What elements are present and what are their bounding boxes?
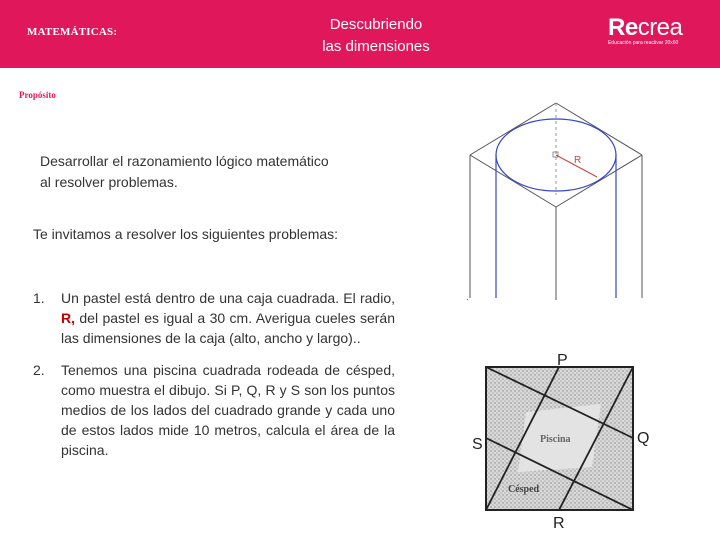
logo-re: Re — [608, 14, 638, 41]
cube-edge — [556, 103, 642, 155]
cube-edge — [556, 155, 642, 207]
point-r: R — [553, 515, 565, 532]
problem-1-text-after: del pastel es igual a 30 cm. Averigua cueles serán las dimensiones de la caja (alto, ancho y largo).. — [61, 310, 395, 346]
logo-crea: crea — [637, 14, 683, 41]
problem-1-number: 1. — [33, 290, 45, 306]
problem-2 — [33, 360, 395, 460]
point-q: Q — [637, 430, 650, 447]
radius-label: R — [574, 155, 582, 166]
purpose-text: Desarrollar el razonamiento lógico matemático al resolver problemas. — [40, 153, 329, 190]
logo-tagline: Educación para reactivar 20x60 — [608, 40, 679, 46]
cake-box-figure — [462, 95, 680, 300]
recrea-logo — [608, 16, 698, 47]
stray-dot: . — [466, 292, 469, 303]
point-s: S — [472, 436, 483, 453]
grass-label: Césped — [508, 484, 540, 495]
invite-text: Te invitamos a resolver los siguientes problemas: — [33, 226, 339, 242]
pool-figure — [478, 362, 656, 522]
cube-edge — [470, 155, 556, 207]
cube-edge — [470, 103, 556, 155]
pool-label: Piscina — [540, 434, 571, 445]
problem-2-text: Tenemos una piscina cuadrada rodeada de césped, como muestra el dibujo. Si P, Q, R y S son los puntos medios de los lados del cuadrado grande y cada uno de estos lados mide 10 metros, calcula el área de la piscina. — [61, 362, 395, 458]
subject-label: MATEMÁTICAS: — [27, 26, 118, 38]
header-bar — [0, 0, 720, 68]
problem-1 — [33, 288, 395, 348]
page-title — [276, 14, 476, 58]
logo-wordmark — [608, 16, 698, 40]
point-p: P — [557, 352, 568, 369]
radius-variable: R, — [61, 310, 75, 326]
problem-1-text-before: Un pastel está dentro de una caja cuadrada. El radio, — [61, 290, 395, 306]
problem-list — [33, 288, 395, 472]
title-line-2: las dimensiones — [322, 38, 430, 55]
purpose-label: Propósito — [19, 90, 56, 100]
problem-2-number: 2. — [33, 362, 45, 378]
title-line-1: Descubriendo — [329, 16, 423, 33]
